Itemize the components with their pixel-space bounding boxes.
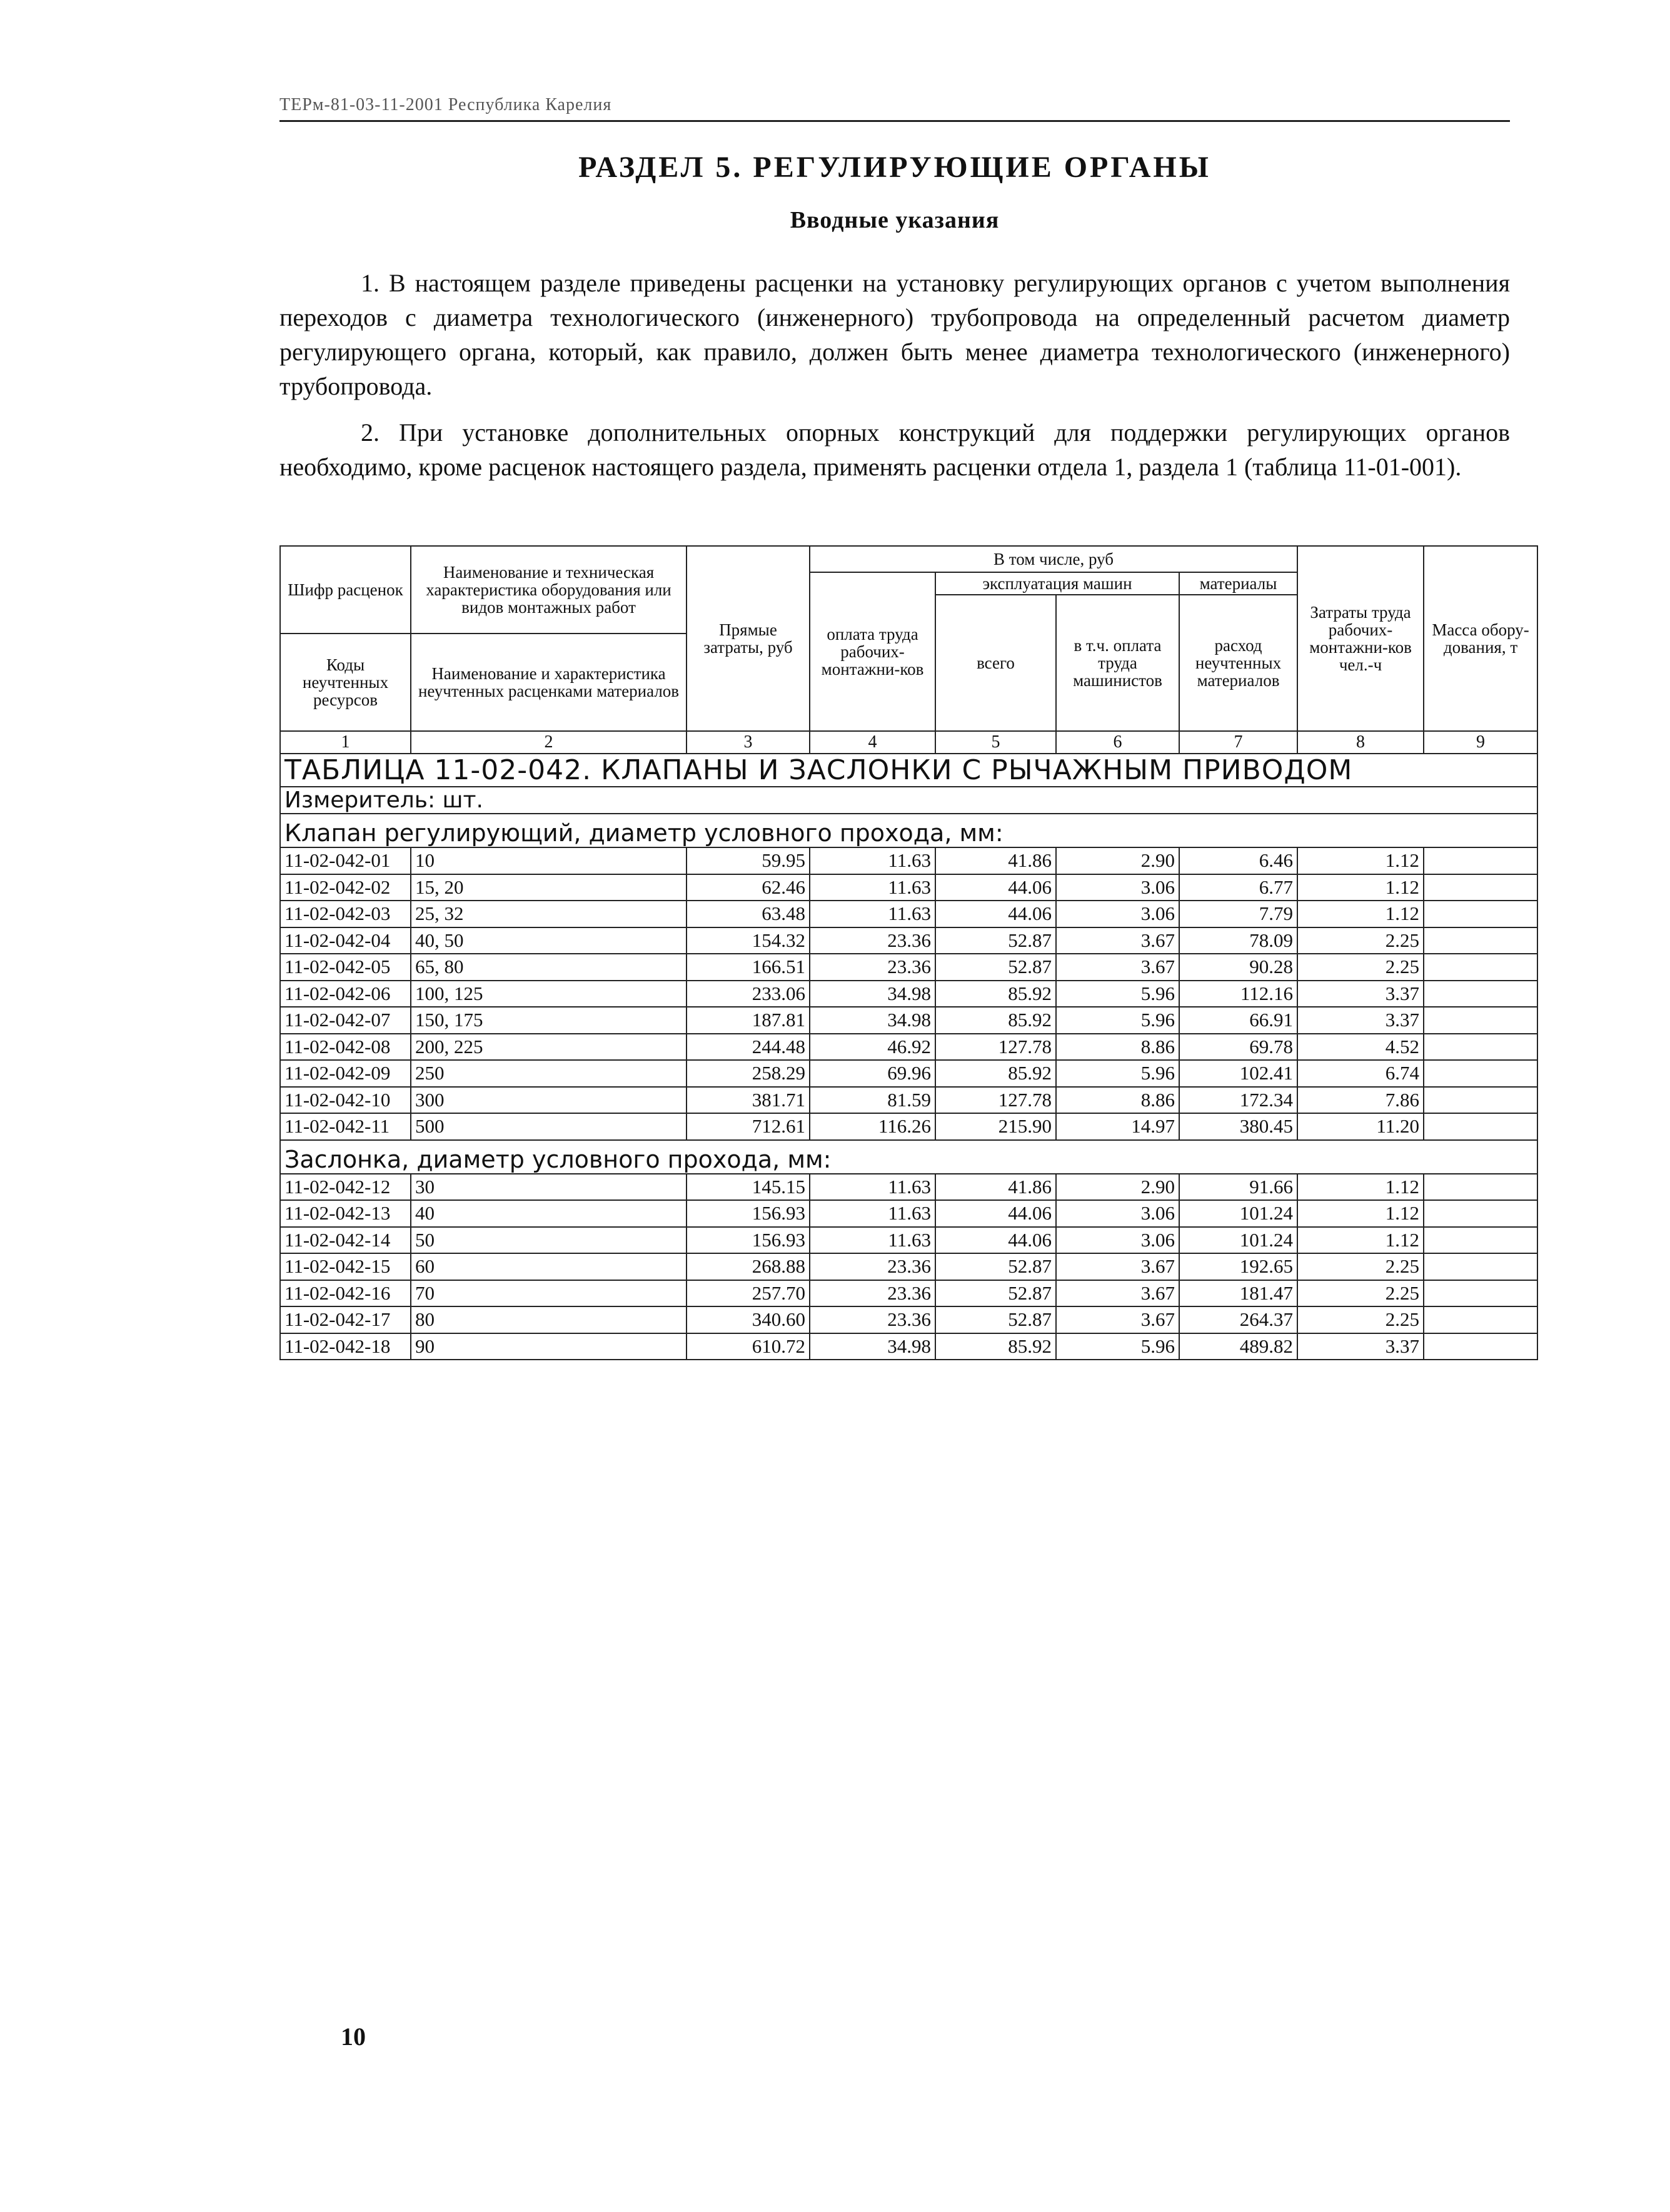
header-machines: эксплуатация машин	[935, 572, 1179, 595]
table-title: ТАБЛИЦА 11-02-042. КЛАПАНЫ И ЗАСЛОНКИ С РЫЧАЖНЫМ ПРИВОДОМ	[280, 754, 1537, 787]
machinist-pay-cell: 3.67	[1056, 954, 1179, 981]
direct-costs-cell: 381.71	[687, 1087, 810, 1114]
labor-pay-cell: 116.26	[810, 1113, 935, 1140]
rate-code-cell: 11-02-042-10	[280, 1087, 411, 1114]
machinist-pay-cell: 3.67	[1056, 1253, 1179, 1280]
table-row	[280, 1007, 1537, 1034]
equipment-mass-cell	[1424, 1174, 1537, 1201]
labor-hours-cell: 3.37	[1297, 1007, 1424, 1034]
rate-code-cell: 11-02-042-13	[280, 1200, 411, 1227]
group-heading-row	[280, 1140, 1537, 1174]
equipment-mass-cell	[1424, 1200, 1537, 1227]
rate-code-cell: 11-02-042-16	[280, 1280, 411, 1307]
header-materials: материалы	[1179, 572, 1297, 595]
direct-costs-cell: 340.60	[687, 1306, 810, 1333]
labor-pay-cell: 34.98	[810, 1007, 935, 1034]
labor-pay-cell: 11.63	[810, 1227, 935, 1254]
header-labor-hours: Затраты труда рабочих-монтажни-ков чел.-ч	[1297, 546, 1424, 731]
direct-costs-cell: 59.95	[687, 847, 810, 874]
labor-hours-cell: 3.37	[1297, 981, 1424, 1008]
labor-pay-cell: 11.63	[810, 1200, 935, 1227]
direct-costs-cell: 257.70	[687, 1280, 810, 1307]
header-code: Шифр расценок	[280, 546, 411, 634]
direct-costs-cell: 233.06	[687, 981, 810, 1008]
machinist-pay-cell: 8.86	[1056, 1087, 1179, 1114]
labor-hours-cell: 2.25	[1297, 927, 1424, 954]
labor-pay-cell: 23.36	[810, 1280, 935, 1307]
materials-cell: 101.24	[1179, 1227, 1297, 1254]
page-number: 10	[341, 2023, 366, 2051]
materials-cell: 101.24	[1179, 1200, 1297, 1227]
table-row	[280, 981, 1537, 1008]
direct-costs-cell: 187.81	[687, 1007, 810, 1034]
direct-costs-cell: 610.72	[687, 1333, 810, 1360]
direct-costs-cell: 154.32	[687, 927, 810, 954]
machines-total-cell: 44.06	[935, 874, 1056, 901]
materials-cell: 181.47	[1179, 1280, 1297, 1307]
paragraph-1: 1. В настоящем разделе приведены расценки на установку регулирующих органов с учетом выполнения переходов с диаметра технологического (инженерного) трубопровода на определенный расчетом диаметр регулирующего органа, который, как правило, должен быть менее диаметра технологического (инженерного) трубопровода.	[279, 269, 1510, 400]
item-name-cell: 70	[411, 1280, 687, 1307]
labor-hours-cell: 1.12	[1297, 847, 1424, 874]
machines-total-cell: 85.92	[935, 1060, 1056, 1087]
machinist-pay-cell: 3.67	[1056, 1306, 1179, 1333]
header-name: Наименование и техническая характеристика оборудования или видов монтажных работ	[411, 546, 687, 634]
machines-total-cell: 127.78	[935, 1034, 1056, 1061]
materials-cell: 6.46	[1179, 847, 1297, 874]
rate-code-cell: 11-02-042-02	[280, 874, 411, 901]
equipment-mass-cell	[1424, 981, 1537, 1008]
machinist-pay-cell: 3.06	[1056, 874, 1179, 901]
machines-total-cell: 52.87	[935, 1280, 1056, 1307]
item-name-cell: 250	[411, 1060, 687, 1087]
table-row	[280, 927, 1537, 954]
table-row	[280, 1087, 1537, 1114]
machinist-pay-cell: 3.06	[1056, 1227, 1179, 1254]
rate-code-cell: 11-02-042-14	[280, 1227, 411, 1254]
labor-pay-cell: 34.98	[810, 981, 935, 1008]
equipment-mass-cell	[1424, 1253, 1537, 1280]
direct-costs-cell: 156.93	[687, 1200, 810, 1227]
rate-code-cell: 11-02-042-11	[280, 1113, 411, 1140]
rate-code-cell: 11-02-042-04	[280, 927, 411, 954]
column-number: 9	[1424, 731, 1537, 754]
table-row	[280, 901, 1537, 927]
labor-pay-cell: 46.92	[810, 1034, 935, 1061]
materials-cell: 91.66	[1179, 1174, 1297, 1201]
rate-code-cell: 11-02-042-09	[280, 1060, 411, 1087]
item-name-cell: 40	[411, 1200, 687, 1227]
machinist-pay-cell: 3.06	[1056, 901, 1179, 927]
header-resource-codes: Коды неучтенных ресурсов	[280, 634, 411, 731]
table-row	[280, 1280, 1537, 1307]
intro-heading: Вводные указания	[790, 207, 1000, 233]
item-name-cell: 50	[411, 1227, 687, 1254]
machinist-pay-cell: 5.96	[1056, 981, 1179, 1008]
materials-cell: 102.41	[1179, 1060, 1297, 1087]
machines-total-cell: 52.87	[935, 1253, 1056, 1280]
machinist-pay-cell: 3.67	[1056, 1280, 1179, 1307]
table-row	[280, 1174, 1537, 1201]
labor-pay-cell: 23.36	[810, 1253, 935, 1280]
equipment-mass-cell	[1424, 1034, 1537, 1061]
labor-pay-cell: 34.98	[810, 1333, 935, 1360]
direct-costs-cell: 712.61	[687, 1113, 810, 1140]
direct-costs-cell: 62.46	[687, 874, 810, 901]
running-header: ТЕРм-81-03-11-2001 Республика Карелия	[279, 95, 1510, 122]
paragraph-2: 2. При установке дополнительных опорных конструкций для поддержки регулирующих органов необходимо, кроме расценок настоящего раздела, применять расценки отдела 1, раздела 1 (таблица 11-01-001).	[279, 418, 1510, 481]
table-row	[280, 1060, 1537, 1087]
item-name-cell: 60	[411, 1253, 687, 1280]
labor-hours-cell: 4.52	[1297, 1034, 1424, 1061]
equipment-mass-cell	[1424, 1227, 1537, 1254]
machines-total-cell: 215.90	[935, 1113, 1056, 1140]
equipment-mass-cell	[1424, 847, 1537, 874]
materials-cell: 380.45	[1179, 1113, 1297, 1140]
labor-hours-cell: 11.20	[1297, 1113, 1424, 1140]
header-equipment-mass: Масса обору-дования, т	[1424, 546, 1537, 731]
labor-hours-cell: 1.12	[1297, 874, 1424, 901]
item-name-cell: 25, 32	[411, 901, 687, 927]
labor-hours-cell: 3.37	[1297, 1333, 1424, 1360]
item-name-cell: 150, 175	[411, 1007, 687, 1034]
equipment-mass-cell	[1424, 901, 1537, 927]
item-name-cell: 65, 80	[411, 954, 687, 981]
equipment-mass-cell	[1424, 1280, 1537, 1307]
header-machines-total: всего	[935, 595, 1056, 731]
item-name-cell: 10	[411, 847, 687, 874]
item-name-cell: 80	[411, 1306, 687, 1333]
equipment-mass-cell	[1424, 1113, 1537, 1140]
machinist-pay-cell: 5.96	[1056, 1333, 1179, 1360]
labor-pay-cell: 23.36	[810, 954, 935, 981]
rates-table	[279, 545, 1538, 1360]
labor-pay-cell: 23.36	[810, 927, 935, 954]
machines-total-cell: 127.78	[935, 1087, 1056, 1114]
column-number: 4	[810, 731, 935, 754]
machinist-pay-cell: 14.97	[1056, 1113, 1179, 1140]
table-row	[280, 1034, 1537, 1061]
labor-pay-cell: 11.63	[810, 1174, 935, 1201]
labor-hours-cell: 2.25	[1297, 1253, 1424, 1280]
labor-pay-cell: 81.59	[810, 1087, 935, 1114]
machines-total-cell: 85.92	[935, 1007, 1056, 1034]
column-number: 8	[1297, 731, 1424, 754]
item-name-cell: 200, 225	[411, 1034, 687, 1061]
table-row	[280, 1227, 1537, 1254]
machines-total-cell: 52.87	[935, 954, 1056, 981]
direct-costs-cell: 166.51	[687, 954, 810, 981]
labor-hours-cell: 2.25	[1297, 1280, 1424, 1307]
group-title: Клапан регулирующий, диаметр условного прохода, мм:	[280, 814, 1537, 847]
item-name-cell: 300	[411, 1087, 687, 1114]
item-name-cell: 15, 20	[411, 874, 687, 901]
direct-costs-cell: 258.29	[687, 1060, 810, 1087]
table-row	[280, 1333, 1537, 1360]
direct-costs-cell: 63.48	[687, 901, 810, 927]
machines-total-cell: 44.06	[935, 1200, 1056, 1227]
rate-code-cell: 11-02-042-03	[280, 901, 411, 927]
machines-total-cell: 85.92	[935, 981, 1056, 1008]
machinist-pay-cell: 5.96	[1056, 1060, 1179, 1087]
machinist-pay-cell: 8.86	[1056, 1034, 1179, 1061]
item-name-cell: 500	[411, 1113, 687, 1140]
measure-unit: Измеритель: шт.	[280, 787, 1537, 814]
table-row	[280, 874, 1537, 901]
direct-costs-cell: 244.48	[687, 1034, 810, 1061]
rate-code-cell: 11-02-042-05	[280, 954, 411, 981]
materials-cell: 69.78	[1179, 1034, 1297, 1061]
machinist-pay-cell: 3.67	[1056, 927, 1179, 954]
equipment-mass-cell	[1424, 954, 1537, 981]
materials-cell: 66.91	[1179, 1007, 1297, 1034]
labor-pay-cell: 23.36	[810, 1306, 935, 1333]
labor-hours-cell: 2.25	[1297, 954, 1424, 981]
materials-cell: 264.37	[1179, 1306, 1297, 1333]
header-direct-costs: Прямые затраты, руб	[687, 546, 810, 731]
rate-code-cell: 11-02-042-08	[280, 1034, 411, 1061]
materials-cell: 6.77	[1179, 874, 1297, 901]
equipment-mass-cell	[1424, 1333, 1537, 1360]
equipment-mass-cell	[1424, 1060, 1537, 1087]
machines-total-cell: 85.92	[935, 1333, 1056, 1360]
machinist-pay-cell: 5.96	[1056, 1007, 1179, 1034]
machines-total-cell: 52.87	[935, 927, 1056, 954]
labor-hours-cell: 1.12	[1297, 1200, 1424, 1227]
rate-code-cell: 11-02-042-15	[280, 1253, 411, 1280]
machines-total-cell: 41.86	[935, 1174, 1056, 1201]
table-row	[280, 954, 1537, 981]
group-heading-row	[280, 814, 1537, 847]
header-machinist-pay: в т.ч. оплата труда машинистов	[1056, 595, 1179, 731]
direct-costs-cell: 156.93	[687, 1227, 810, 1254]
column-number: 3	[687, 731, 810, 754]
labor-hours-cell: 1.12	[1297, 1174, 1424, 1201]
labor-pay-cell: 11.63	[810, 847, 935, 874]
equipment-mass-cell	[1424, 1007, 1537, 1034]
machines-total-cell: 41.86	[935, 847, 1056, 874]
materials-cell: 192.65	[1179, 1253, 1297, 1280]
column-numbers-row	[280, 731, 1537, 754]
equipment-mass-cell	[1424, 927, 1537, 954]
column-number: 1	[280, 731, 411, 754]
section-title: РАЗДЕЛ 5. РЕГУЛИРУЮЩИЕ ОРГАНЫ	[578, 151, 1211, 184]
equipment-mass-cell	[1424, 874, 1537, 901]
table-row	[280, 1253, 1537, 1280]
item-name-cell: 90	[411, 1333, 687, 1360]
labor-hours-cell: 7.86	[1297, 1087, 1424, 1114]
header-including: В том числе, руб	[810, 546, 1297, 572]
item-name-cell: 30	[411, 1174, 687, 1201]
materials-cell: 489.82	[1179, 1333, 1297, 1360]
materials-cell: 78.09	[1179, 927, 1297, 954]
table-row	[280, 1200, 1537, 1227]
rate-code-cell: 11-02-042-06	[280, 981, 411, 1008]
column-number: 5	[935, 731, 1056, 754]
table-row	[280, 847, 1537, 874]
column-number: 7	[1179, 731, 1297, 754]
rate-code-cell: 11-02-042-07	[280, 1007, 411, 1034]
header-material-name: Наименование и характеристика неучтенных расценками материалов	[411, 634, 687, 731]
labor-hours-cell: 1.12	[1297, 901, 1424, 927]
machinist-pay-cell: 2.90	[1056, 847, 1179, 874]
table-row	[280, 1113, 1537, 1140]
labor-hours-cell: 1.12	[1297, 1227, 1424, 1254]
rate-code-cell: 11-02-042-01	[280, 847, 411, 874]
labor-hours-cell: 6.74	[1297, 1060, 1424, 1087]
machinist-pay-cell: 2.90	[1056, 1174, 1179, 1201]
column-number: 6	[1056, 731, 1179, 754]
equipment-mass-cell	[1424, 1087, 1537, 1114]
machines-total-cell: 52.87	[935, 1306, 1056, 1333]
column-number: 2	[411, 731, 687, 754]
rate-code-cell: 11-02-042-18	[280, 1333, 411, 1360]
labor-pay-cell: 11.63	[810, 874, 935, 901]
equipment-mass-cell	[1424, 1306, 1537, 1333]
labor-hours-cell: 2.25	[1297, 1306, 1424, 1333]
machines-total-cell: 44.06	[935, 901, 1056, 927]
group-title: Заслонка, диаметр условного прохода, мм:	[280, 1140, 1537, 1174]
table-row	[280, 1306, 1537, 1333]
labor-pay-cell: 11.63	[810, 901, 935, 927]
machinist-pay-cell: 3.06	[1056, 1200, 1179, 1227]
header-unaccounted-materials: расход неучтенных материалов	[1179, 595, 1297, 731]
materials-cell: 172.34	[1179, 1087, 1297, 1114]
item-name-cell: 40, 50	[411, 927, 687, 954]
machines-total-cell: 44.06	[935, 1227, 1056, 1254]
rate-code-cell: 11-02-042-12	[280, 1174, 411, 1201]
materials-cell: 90.28	[1179, 954, 1297, 981]
direct-costs-cell: 145.15	[687, 1174, 810, 1201]
materials-cell: 112.16	[1179, 981, 1297, 1008]
rate-code-cell: 11-02-042-17	[280, 1306, 411, 1333]
labor-pay-cell: 69.96	[810, 1060, 935, 1087]
materials-cell: 7.79	[1179, 901, 1297, 927]
item-name-cell: 100, 125	[411, 981, 687, 1008]
header-labor-pay: оплата труда рабочих-монтажни-ков	[810, 572, 935, 731]
direct-costs-cell: 268.88	[687, 1253, 810, 1280]
